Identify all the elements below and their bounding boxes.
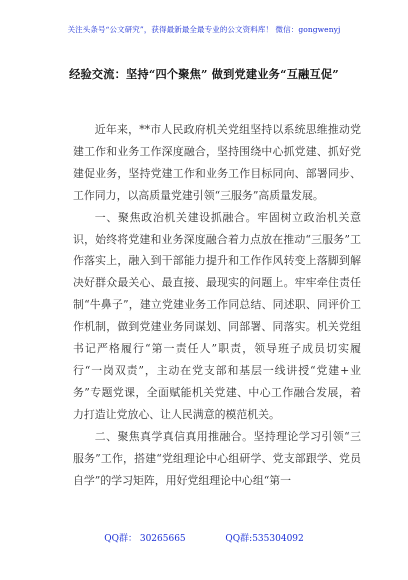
paragraph-section-1: 一、聚焦政治机关建设抓融合。牢固树立政治机关意识，始终将党建和业务深度融合着力点放在推动“三服务”工作落实上，融入到干部能力提升和工作作风转变上落脚到解决好群众最关心、最直接、最现实的问题上。牢牢牵住责任制“牛鼻子”，建立党建业务工作同总结、同述职、同评价工作机制，做到党建业务同谋划、同部署、同落实。机关党组书记严格履行“第一责任人”职责，领导班子成员切实履行“一岗双责”，主动在党支部和基层一线讲授“党建+业务”专题党课，全面赋能机关党建、中心工作融合发展，着力打造让党放心、让人民满意的模范机关。: [73, 210, 361, 421]
document-body: [73, 119, 361, 491]
footer-contact: [0, 531, 408, 544]
paragraph-section-2: 二、聚焦真学真信真用推融合。坚持理论学习引领“三服务”工作，搭建“党组理论中心组研学、党支部跟学、党员自学”的学习矩阵，用好党组理论中心组“第一: [73, 429, 361, 487]
document-title: 经验交流：坚持“四个聚焦” 做到党建业务“互融互促”: [69, 67, 339, 81]
qq-group-1: QQ群： 30265665: [104, 534, 186, 544]
qq-group-2: QQ群:535304092: [225, 534, 304, 544]
paragraph-intro: 近年来，**市人民政府机关党组坚持以系统思维推动党建工作和业务工作深度融合，坚持围绕中心抓党建、抓好党建促业务，坚持党建工作和业务工作目标同向、部署同步、工作同力，以高质量党建引领“三服务”高质量发展。: [73, 123, 361, 202]
promo-banner: 关注头条号“公文研究”，获得最新最全最专业的公文资料库！ 微信：gongwenyj: [67, 25, 341, 34]
